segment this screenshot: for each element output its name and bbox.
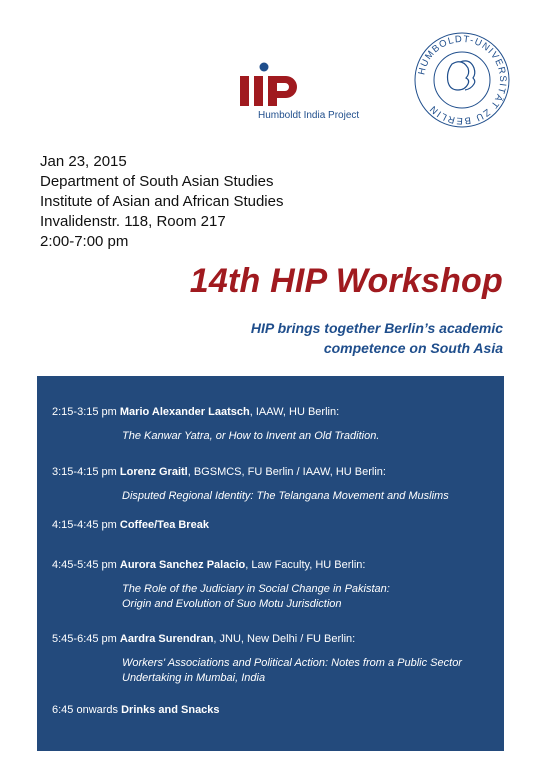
item-talk: The Kanwar Yatra, or How to Invent an Old Tradition. — [122, 430, 380, 442]
item-affiliation: , JNU, New Delhi / FU Berlin: — [213, 633, 356, 645]
program-box — [37, 376, 504, 751]
item-affiliation: , BGSMCS, FU Berlin / IAAW, HU Berlin: — [187, 466, 386, 478]
item-affiliation: , IAAW, HU Berlin: — [249, 406, 340, 418]
tagline — [183, 318, 503, 358]
event-info — [40, 152, 284, 252]
program-item — [52, 558, 496, 612]
item-talk-line-2: Origin and Evolution of Suo Motu Jurisdiction — [122, 598, 342, 610]
tagline-line-1: HIP brings together Berlin’s academic — [250, 320, 503, 336]
program-item — [52, 703, 496, 717]
item-speaker: Aurora Sanchez Palacio — [119, 559, 246, 571]
workshop-title: 14th HIP Workshop — [189, 262, 503, 300]
event-date: Jan 23, 2015 — [40, 153, 127, 170]
item-talk: Disputed Regional Identity: The Telangana Movement and Muslims — [122, 490, 449, 502]
event-institute: Institute of Asian and African Studies — [40, 193, 284, 210]
item-time: 2:15-3:15 pm — [52, 406, 117, 418]
humboldt-seal-logo — [412, 30, 512, 130]
hip-logo-mark — [240, 62, 320, 110]
item-time: 5:45-6:45 pm — [52, 633, 117, 645]
item-speaker: Mario Alexander Laatsch — [119, 406, 250, 418]
item-talk-line-1: Workers' Associations and Political Action: Notes from a Public Sector — [122, 657, 462, 669]
event-address: Invalidenstr. 118, Room 217 — [40, 213, 226, 230]
program-item — [52, 465, 496, 504]
item-speaker: Lorenz Graitl — [119, 466, 188, 478]
event-time: 2:00-7:00 pm — [40, 233, 129, 250]
item-talk-line-2: Undertaking in Mumbai, India — [122, 672, 266, 684]
svg-text:HUMBOLDT-UNIVERSITÄT ZU BERLIN: HUMBOLDT-UNIVERSITÄT ZU BERLIN — [416, 33, 509, 127]
item-time: 6:45 onwards — [52, 704, 119, 716]
event-department: Department of South Asian Studies — [40, 173, 274, 190]
project-name: Humboldt India Project — [258, 110, 360, 121]
item-speaker: Drinks and Snacks — [121, 704, 220, 716]
item-time: 4:15-4:45 pm — [52, 519, 117, 531]
item-time: 4:45-5:45 pm — [52, 559, 117, 571]
program-item — [52, 518, 496, 532]
item-time: 3:15-4:15 pm — [52, 466, 117, 478]
program-item — [52, 632, 496, 686]
tagline-line-2: competence on South Asia — [323, 340, 503, 356]
item-talk-line-1: The Role of the Judiciary in Social Change in Pakistan: — [122, 583, 390, 595]
hip-logo — [240, 62, 400, 124]
item-speaker: Coffee/Tea Break — [119, 519, 209, 531]
item-speaker: Aardra Surendran — [119, 633, 214, 645]
program-item — [52, 405, 496, 444]
item-affiliation: , Law Faculty, HU Berlin: — [245, 559, 366, 571]
